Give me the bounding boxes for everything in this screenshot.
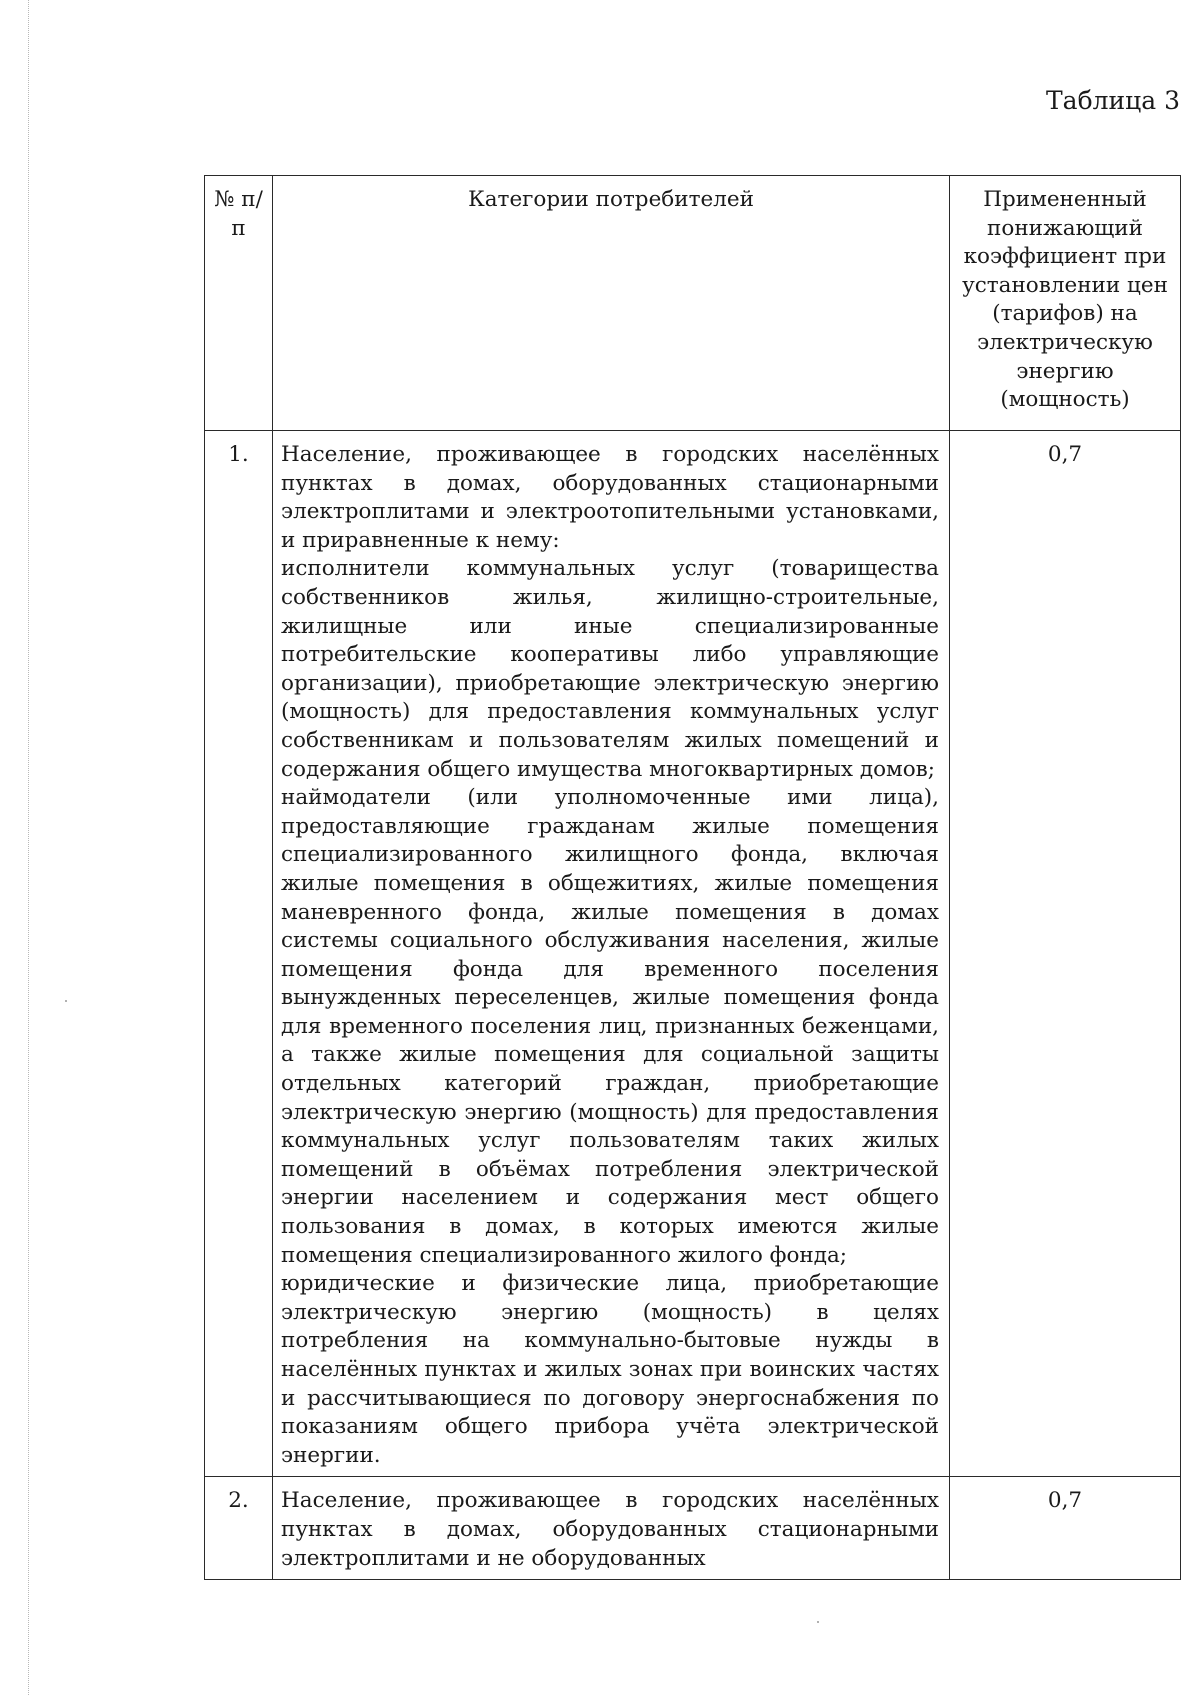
category-paragraph: Население, проживающее в городских населённых пунктах в домах, оборудованных стационарными электроплитами и электроотопительными установками, и приравненные к нему: xyxy=(281,442,939,553)
coefficient-value: 0,7 xyxy=(950,431,1181,1477)
table-caption: Таблица 3 xyxy=(1045,86,1180,115)
category-paragraph: исполнители коммунальных услуг (товарищества собственников жилья, жилищно-строительные, жилищные или иные специализированные потребительские кооперативы либо управляющие организации), приобретающие электрическую энергию (мощность) для предоставления коммунальных услуг собственникам и пользователям жилых помещений и содержания общего имущества многоквартирных домов; xyxy=(281,556,939,782)
row-number: 2. xyxy=(205,1477,273,1580)
scan-speck xyxy=(817,1621,819,1623)
tariff-coefficient-table xyxy=(204,175,1181,1580)
category-paragraph: Население, проживающее в городских населённых пунктах в домах, оборудованных стационарными электроплитами и не оборудованных xyxy=(281,1488,939,1571)
coefficient-value: 0,7 xyxy=(950,1477,1181,1580)
category-paragraph: наймодатели (или уполномоченные ими лица), предоставляющие гражданам жилые помещения специализированного жилищного фонда, включая жилые помещения в общежитиях, жилые помещения маневренного фонда, жилые помещения в домах системы социального обслуживания населения, жилые помещения фонда для временного поселения вынужденных переселенцев, жилые помещения фонда для временного поселения лиц, признанных беженцами, а также жилые помещения для социальной защиты отдельных категорий граждан, приобретающие электрическую энергию (мощность) для предоставления коммунальных услуг пользователям таких жилых помещений в объёмах потребления электрической энергии населением и содержания мест общего пользования в домах, в которых имеются жилые помещения специализированного жилого фонда; xyxy=(281,785,939,1268)
table-header-row xyxy=(205,176,1181,431)
table-row xyxy=(205,431,1181,1477)
category-paragraph: юридические и физические лица, приобретающие электрическую энергию (мощность) в целях потребления на коммунально-бытовые нужды в населённых пунктах и жилых зонах при воинских частях и рассчитывающиеся по договору энергоснабжения по показаниям общего прибора учёта электрической энергии. xyxy=(281,1271,939,1468)
page-margin-line xyxy=(28,0,29,1695)
table-row xyxy=(205,1477,1181,1580)
row-number: 1. xyxy=(205,431,273,1477)
header-consumer-category: Категории потребителей xyxy=(273,176,950,431)
consumer-category-cell xyxy=(273,431,950,1477)
header-reduction-coefficient: Примененный понижающий коэффициент при установлении цен (тарифов) на электрическую энергию (мощность) xyxy=(950,176,1181,431)
scan-speck xyxy=(65,1000,67,1002)
header-number: № п/п xyxy=(205,176,273,431)
consumer-category-cell xyxy=(273,1477,950,1580)
